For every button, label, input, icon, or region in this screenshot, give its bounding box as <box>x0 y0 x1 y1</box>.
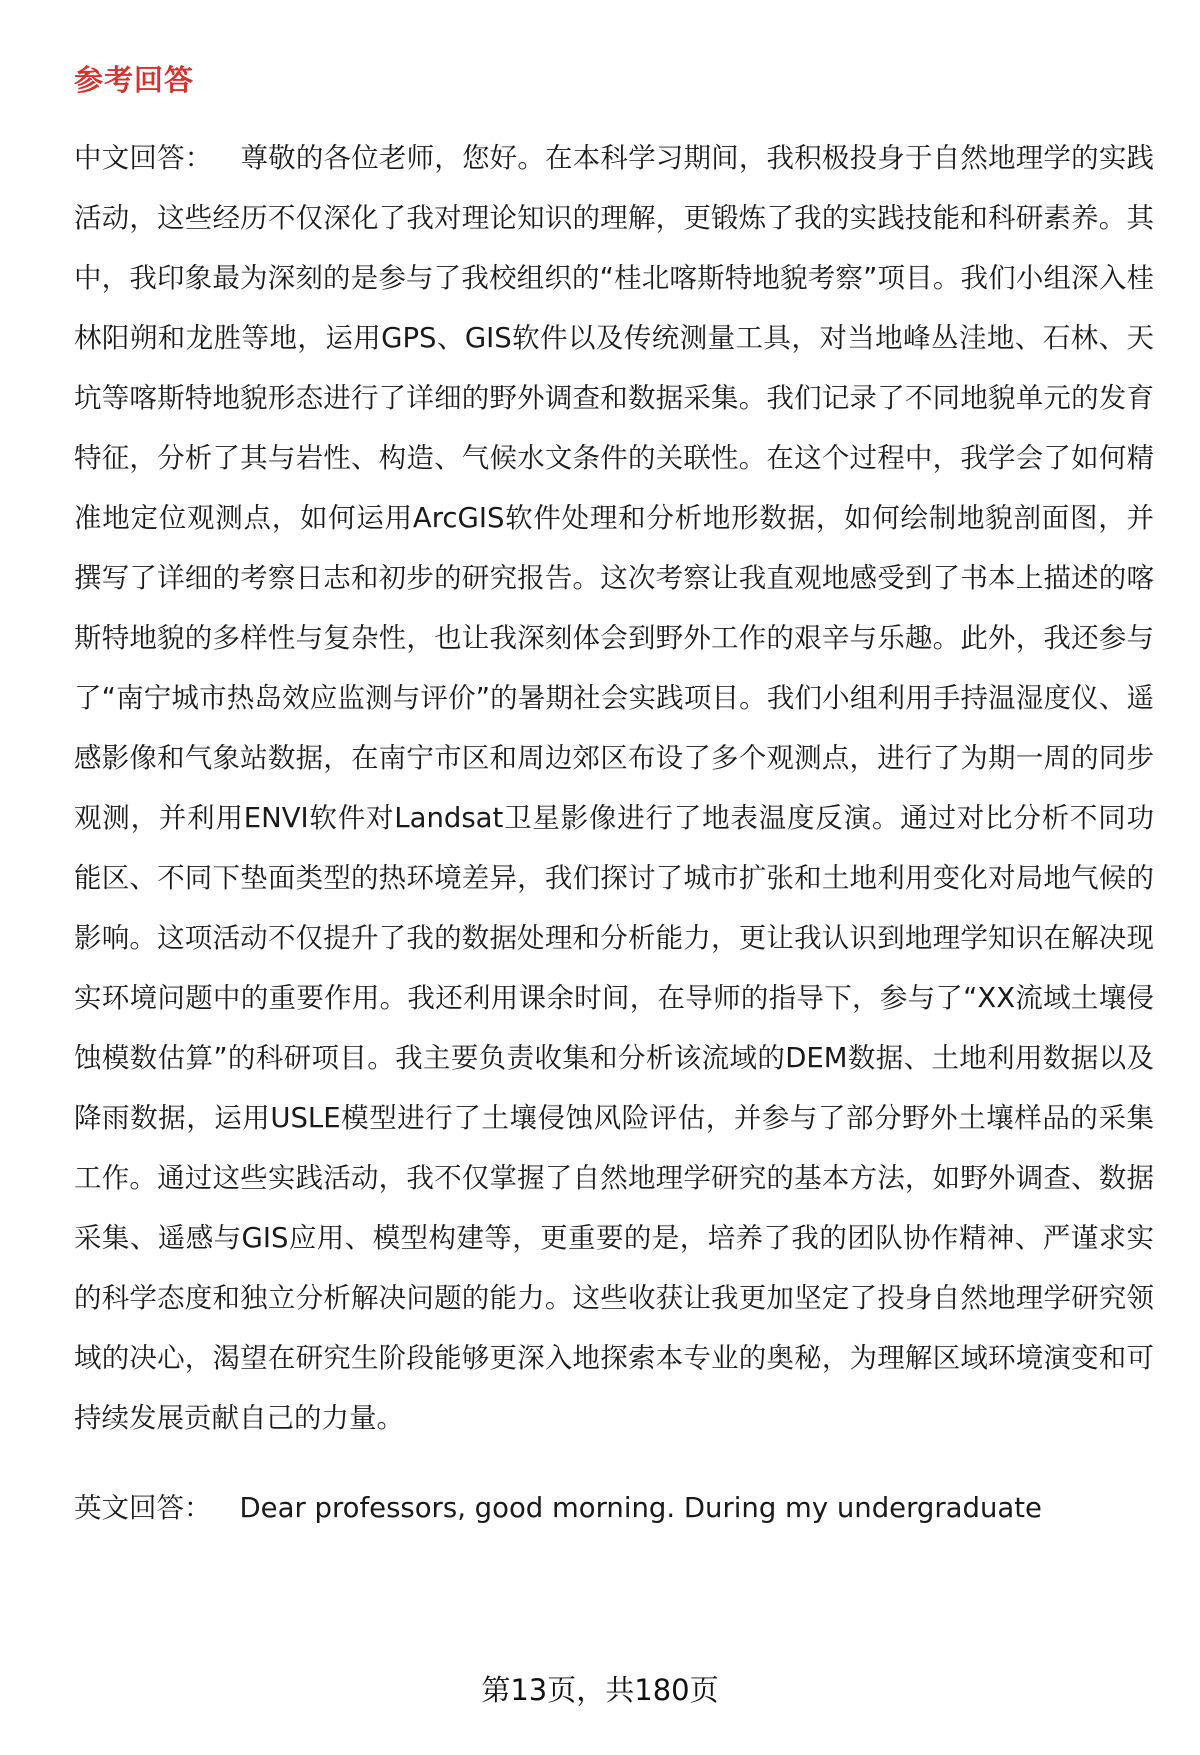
chinese-answer-label: 中文回答： <box>74 142 213 174</box>
english-answer-label: 英文回答： <box>74 1492 212 1524</box>
page-number-footer: 第13页，共180页 <box>481 1673 719 1707</box>
chinese-answer-paragraph <box>74 128 1154 1448</box>
section-heading: 参考回答 <box>74 63 195 97</box>
english-answer-paragraph <box>74 1478 1154 1538</box>
answer-body <box>74 128 1154 1538</box>
chinese-answer-text: 尊敬的各位老师，您好。在本科学习期间，我积极投身于自然地理学的实践活动，这些经历不仅深化了我对理论知识的理解，更锻炼了我的实践技能和科研素养。其中，我印象最为深刻的是参与了我校组织的“桂北喀斯特地貌考察”项目。我们小组深入桂林阳朔和龙胜等地，运用GPS、GIS软件以及传统测量工具，对当地峰丛洼地、石林、天坑等喀斯特地貌形态进行了详细的野外调查和数据采集。我们记录了不同地貌单元的发育特征，分析了其与岩性、构造、气候水文条件的关联性。在这个过程中，我学会了如何精准地定位观测点，如何运用ArcGIS软件处理和分析地形数据，如何绘制地貌剖面图，并撰写了详细的考察日志和初步的研究报告。这次考察让我直观地感受到了书本上描述的喀斯特地貌的多样性与复杂性，也让我深刻体会到野外工作的艰辛与乐趣。此外，我还参与了“南宁城市热岛效应监测与评价”的暑期社会实践项目。我们小组利用手持温湿度仪、遥感影像和气象站数据，在南宁市区和周边郊区布设了多个观测点，进行了为期一周的同步观测，并利用ENVI软件对Landsat卫星影像进行了地表温度反演。通过对比分析不同功能区、不同下垫面类型的热环境差异，我们探讨了城市扩张和土地利用变化对局地气候的影响。这项活动不仅提升了我的数据处理和分析能力，更让我认识到地理学知识在解决现实环境问题中的重要作用。我还利用课余时间，在导师的指导下，参与了“XX流域土壤侵蚀模数估算”的科研项目。我主要负责收集和分析该流域的DEM数据、土地利用数据以及降雨数据，运用USLE模型进行了土壤侵蚀风险评估，并参与了部分野外土壤样品的采集工作。通过这些实践活动，我不仅掌握了自然地理学研究的基本方法，如野外调查、数据采集、遥感与GIS应用、模型构建等，更重要的是，培养了我的团队协作精神、严谨求实的科学态度和独立分析解决问题的能力。这些收获让我更加坚定了投身自然地理学研究领域的决心，渴望在研究生阶段能够更深入地探索本专业的奥秘，为理解区域环境演变和可持续发展贡献自己的力量。 <box>74 142 1155 1434</box>
english-answer-text: Dear professors, good morning. During my undergraduate <box>239 1492 1042 1524</box>
